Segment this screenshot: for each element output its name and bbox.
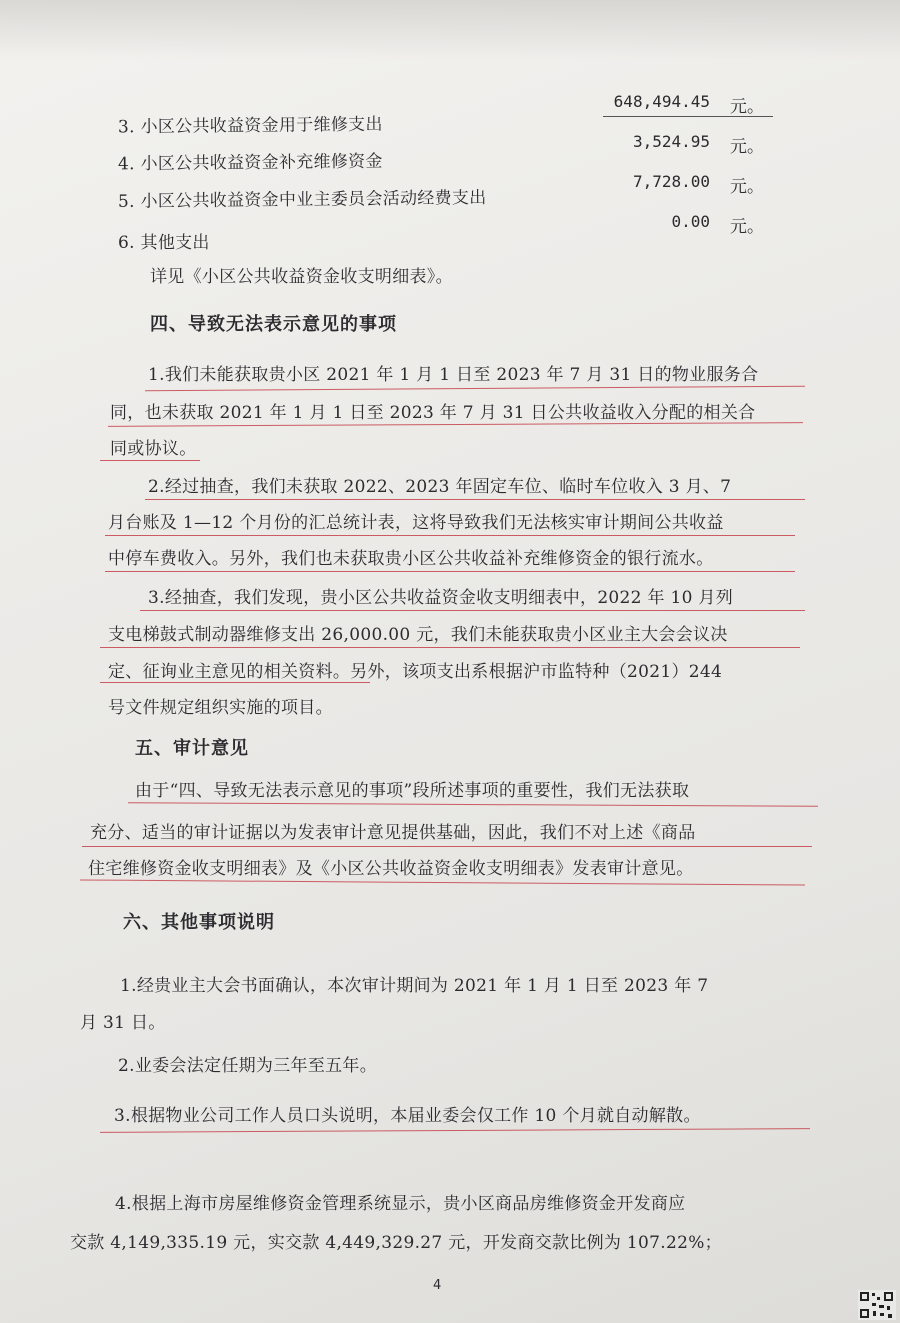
section5-line-3: 住宅维修资金收支明细表》及《小区公共收益资金收支明细表》发表审计意见。 xyxy=(88,859,694,879)
section4-line-7: 3.经抽查，我们发现，贵小区公共收益资金收支明细表中，2022 年 10 月列 xyxy=(148,588,734,608)
section6-line-2: 月 31 日。 xyxy=(80,1013,166,1033)
qr-code-icon xyxy=(858,1290,896,1320)
expenditure-label-5: 5. 小区公共收益资金中业主委员会活动经费支出 xyxy=(117,188,487,212)
section6-line-1: 1.经贵业主大会书面确认，本次审计期间为 2021 年 1 月 1 日至 2023 年 7 xyxy=(120,976,709,996)
detail-note: 详见《小区公共收益资金收支明细表》。 xyxy=(150,267,453,287)
expenditure-unit-3: 元。 xyxy=(730,97,764,117)
expenditure-label-3: 3. 小区公共收益资金用于维修支出 xyxy=(117,114,383,138)
section5-line-2: 充分、适当的审计证据以为发表审计意见提供基础，因此，我们不对上述《商品 xyxy=(90,823,696,843)
page-number: 4 xyxy=(433,1278,442,1293)
section6-line-3: 2.业委会法定任期为三年至五年。 xyxy=(118,1056,378,1076)
expenditure-label-4: 4. 小区公共收益资金补充维修资金 xyxy=(117,151,383,175)
section4-line-1: 1.我们未能获取贵小区 2021 年 1 月 1 日至 2023 年 7 月 31 日的物业服务合 xyxy=(148,365,759,385)
section6-line-5: 4.根据上海市房屋维修资金管理系统显示，贵小区商品房维修资金开发商应 xyxy=(115,1194,686,1214)
underline-mark xyxy=(100,1128,810,1133)
expenditure-amount-3: 648,494.45 xyxy=(613,92,710,111)
section4-line-6: 中停车费收入。另外，我们也未获取贵小区公共收益补充维修资金的银行流水。 xyxy=(108,549,714,569)
underline-mark xyxy=(100,460,200,461)
underline-mark xyxy=(105,571,795,572)
underline-mark xyxy=(145,386,805,392)
underline-mark xyxy=(82,846,812,847)
underline-mark xyxy=(105,535,795,536)
expenditure-unit-5: 元。 xyxy=(730,177,764,197)
underline-mark xyxy=(128,802,818,807)
section6-line-4: 3.根据物业公司工作人员口头说明，本届业委会仅工作 10 个月就自动解散。 xyxy=(114,1106,701,1126)
section4-line-10: 号文件规定组织实施的项目。 xyxy=(108,698,333,718)
section4-line-5: 月台账及 1—12 个月份的汇总统计表，这将导致我们无法核实审计期间公共收益 xyxy=(108,513,724,533)
underline-mark xyxy=(145,499,805,500)
expenditure-unit-6: 元。 xyxy=(730,217,764,237)
expenditure-amount-6: 0.00 xyxy=(671,212,710,231)
section6-line-6: 交款 4,149,335.19 元，实交款 4,449,329.27 元，开发商交款比例为 107.22%； xyxy=(70,1233,722,1253)
page-shadow xyxy=(0,0,900,60)
section4-line-9: 定、征询业主意见的相关资料。另外，该项支出系根据沪市监特种（2021）244 xyxy=(108,662,723,682)
expenditure-amount-4: 3,524.95 xyxy=(632,132,710,151)
section6-heading: 六、其他事项说明 xyxy=(123,912,275,933)
section5-heading: 五、审计意见 xyxy=(135,738,249,759)
underline-mark xyxy=(100,682,370,683)
section5-line-1: 由于“四、导致无法表示意见的事项”段所述事项的重要性，我们无法获取 xyxy=(135,781,690,801)
section4-heading: 四、导致无法表示意见的事项 xyxy=(150,314,397,335)
expenditure-amount-5: 7,728.00 xyxy=(632,172,710,191)
underline-mark xyxy=(80,879,805,885)
underline-mark xyxy=(100,647,800,648)
section4-line-8: 支电梯鼓式制动器维修支出 26,000.00 元，我们未能获取贵小区业主大会会议决 xyxy=(108,625,728,645)
section4-line-3: 同或协议。 xyxy=(110,439,197,459)
expenditure-unit-4: 元。 xyxy=(730,137,764,157)
expenditure-label-6: 6. 其他支出 xyxy=(118,233,210,253)
section4-line-2: 同，也未获取 2021 年 1 月 1 日至 2023 年 7 月 31 日公共收益收入分配的相关合 xyxy=(110,403,756,423)
underline-mark xyxy=(140,610,805,611)
section4-line-4: 2.经过抽查，我们未获取 2022、2023 年固定车位、临时车位收入 3 月、7 xyxy=(148,477,732,497)
